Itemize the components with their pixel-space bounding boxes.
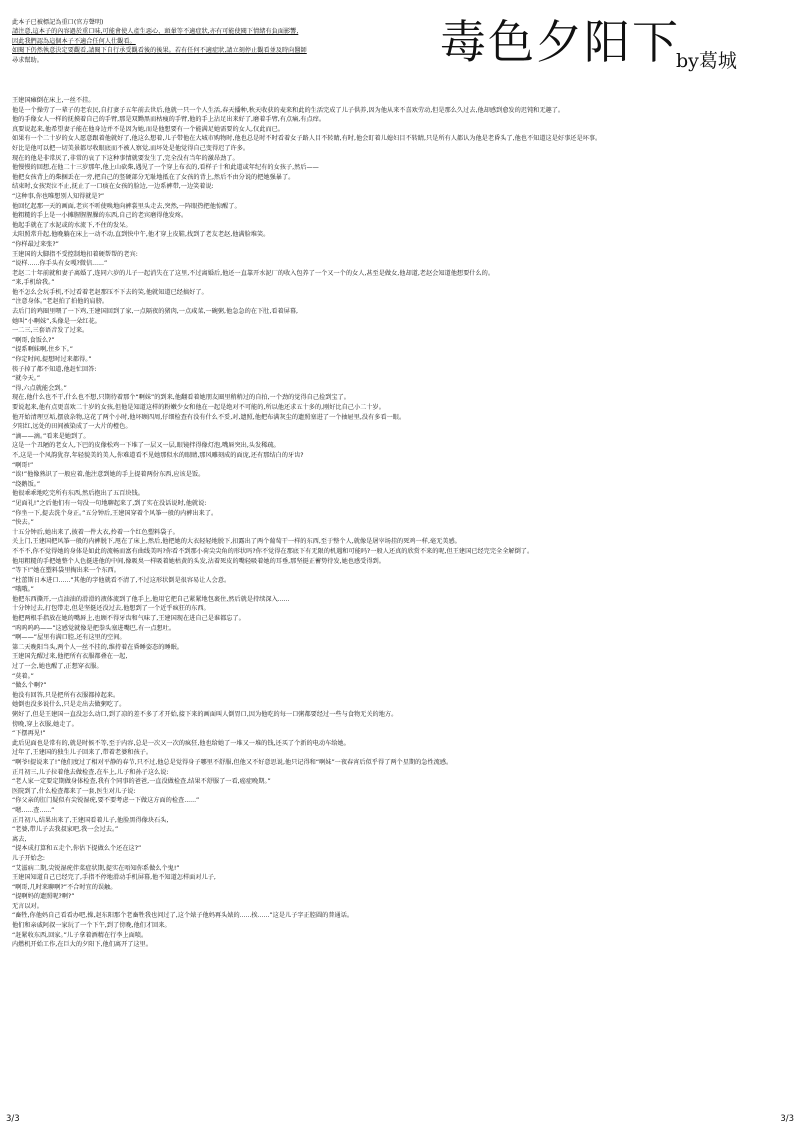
story-paragraph: 他粗糙的手上是一小摊腥腥腥臊的东西,自己的老宾磨得他发疼。: [12, 212, 188, 220]
story-paragraph: 老赵二十年前就和妻子离婚了,连同六岁的儿子一起消失在了这里,不过离婚后,他还一直靠开水泥厂的收入包养了一个又一个的女人,甚至是做女,他却道,老赵会知道他想要什么的。: [12, 269, 495, 277]
story-paragraph: 十分钟过去,打包带走,但是坚挺还没过去,他想到了一个近乎疯狂的东西。: [12, 605, 210, 613]
story-paragraph: 不,这是一个风韵犹存,年轻貌美的美人,你难道看不见她那似水的眼睛,那风雕刻成的面庞,还有那结白的牙齿?: [12, 451, 304, 459]
page-number-right: 3/3: [780, 1114, 794, 1124]
disclaimer-block: [12, 18, 410, 65]
story-paragraph: 正月初三,儿子拉着他去做检查,在车上,儿子和孙子这么说:: [12, 768, 169, 776]
story-paragraph: “啊哥,食饭么?”: [12, 336, 55, 344]
story-paragraph: “快去。”: [12, 519, 34, 527]
story-paragraph: 过年了,王建国的独生儿子回来了,带着老婆和孩子。: [12, 749, 153, 757]
story-paragraph: 内燃机开始工作,在巨大的夕阳下,他们离开了这里。: [12, 941, 153, 949]
story-paragraph: 他很乖乖地吃完所有东西,然后抱出了五百块钱。: [12, 490, 144, 498]
story-paragraph: “啊哥!”: [12, 461, 34, 469]
story-paragraph: “你定时间,提想时过来都得。”: [12, 356, 92, 364]
story-paragraph: 儿子开始念:: [12, 854, 46, 862]
story-paragraph: “老人家一定要定期做身体检查,我有个同事的爸爸,一直没做检查,结果不舒服了一看,癌症晚期。”: [12, 778, 271, 786]
story-paragraph: 第二天晚阳当头,两个人一丝不挂的,维持着在昏睡姿态的睡眠。: [12, 643, 183, 651]
disclaimer-line: 此本子已被標記為重口(官方聲明): [12, 19, 104, 26]
story-paragraph: “提本成打算和五走个,你估下提做么个还在这?”: [12, 845, 142, 853]
story-paragraph: “啊哥,几时来聊啊?”不合时宜的误触。: [12, 883, 117, 891]
story-paragraph: “老婆,带儿子去我叔家吧,我一会过去。”: [12, 826, 119, 834]
story-paragraph: “啊——”屋里有满口腔,还有这里的空间。: [12, 634, 126, 642]
story-paragraph: “哦哦。”: [12, 586, 34, 594]
story-paragraph: 傍晚,穿上衣服,她走了。: [12, 720, 78, 728]
disclaimer-line: 因此我們認為這個本子不適合任何人仕觀看。: [12, 37, 136, 45]
story-paragraph: 他慢慢的回想,在他二十三岁那年,他上山砍柴,遇见了一个穿上布衣的,看样子十和此道或年纪有的女孩子,然后——: [12, 164, 319, 172]
story-paragraph: 关上门,王建国把风筝一般的内裤脱下,甩在了床上,然后,他把她的大衣轻轻地脱下,扣露出了两个葡萄干一样的东西,至于整个人,就像是屠宰场挂的死鸡一样,毫无美感。: [12, 538, 461, 546]
story-paragraph: “得,六点就能会到。”: [12, 384, 67, 392]
story-paragraph: 他用粗糙的手把她整个人色挺进他的中间,像吸臭一样吸着她枯黄的头发,沾着死皮的嘴轻吸着她的耳垂,那坚挺正蓄势待发,她也感受得到。: [12, 557, 385, 565]
story-paragraph: 他的手像女人一样的抚摸着自己的手臂,那是双黝黑而枯瘦的手臂,他的手上沾足出来好了,磨着手臂,有点痛,有点痒。: [12, 116, 326, 124]
story-paragraph: 她叫“小啊妹”,头像是一朵红花。: [12, 317, 101, 325]
story-body: [12, 96, 788, 950]
disclaimer-line: 尋求幫助。: [12, 56, 43, 64]
story-paragraph: “莫着。”: [12, 672, 34, 680]
story-paragraph: “诶!”他像熟识了一般应着,他注意到她的手上提着两份东西,应该是饭。: [12, 471, 205, 479]
story-paragraph: 太阳照常升起,他晚躺在床上一动不动,直到快中午,他才穿上皮鞋,找到了老友老赵,他满脸堆笑。: [12, 231, 270, 239]
story-paragraph: “说样......你手头有女嘎?微信......”: [12, 260, 108, 268]
story-paragraph: 去后门的鸡圈里喂了一下鸡,王建国回到了家,一点隔夜的猪肉,一点咸菜,一碗粥,他急急的在下肚,看着屏幕,: [12, 308, 299, 316]
story-paragraph: “等下!”她在塑料袋里掏出来一个东西。: [12, 567, 120, 575]
story-paragraph: 如果有一个二十岁的女人愿意跟着他就好了,他这么想着,儿子带他在大城市购物时,他也总是时不时看着女子路人目不转睛,有时,他会盯着儿媳妇目不转睛,只是所有人都认为他是老昏头了,他也不知道这是好事还是坏事。: [12, 135, 602, 143]
story-paragraph: 过了一会,她也醒了,正想穿衣服。: [12, 663, 103, 671]
page-title: 毒色夕阳下: [440, 15, 680, 69]
story-paragraph: 粥好了,但是王建国一直没怎么动口,到了凉的差不多了才开始,接下来的画面叫人倒胃口,因为他吃的每一口粥都要经过一些与食物无关的地方。: [12, 711, 398, 718]
story-paragraph: 他回忆起那一天的画面,老宾不听使唤地向裤裳里头走去,突然,一阵眼热把他惊醒了。: [12, 202, 241, 210]
story-paragraph: 正月初八,结果出来了,王建国看着儿子,他脸黑得像块石头,: [12, 816, 169, 824]
story-paragraph: 医院到了,什么检查都来了一套,医生对儿子说:: [12, 787, 136, 795]
story-paragraph: 王建国知道自己已经完了,手指不停地滑动手机屏幕,他不知道怎样面对儿子,: [12, 874, 216, 882]
story-paragraph: 她倒也没多说什么,只是走出去做粥吃了。: [12, 701, 126, 709]
story-paragraph: “嗯......查......”: [12, 806, 55, 814]
story-paragraph: 王建国先醒过来,他把所有衣服都叠在一起,: [12, 653, 128, 661]
story-paragraph: “做么个啊?”: [12, 682, 47, 690]
story-paragraph: 他开始清理豆垢,摆放杂物,这花了两个小时,他坏顾四周,仔细检查有没有什么不妥,对,遗照,他把布满灰尘的遗照塞进了一个抽屉里,没有多看一眼。: [12, 413, 406, 421]
disclaimer-line: 請注意,這本子的內容過於重口味,可能會使人產生惡心、頭暈等不適症狀,亦有可能使閱下情緒有負面影響,: [12, 28, 299, 36]
story-paragraph: 他是一个操劳了一辈子的老农民,自打妻子五年前去世后,他就一只一个人生活,春天播种,秋天收获的麦来和此的生活完成了儿子供养,因为他从来不喜欢劳动,但是那么久过去,他却感到愈发的迟钝和无趣了。: [12, 106, 565, 114]
story-paragraph: “你父亲的肛门疑似有尖锐湿疣,要不要考虑一下做这方面的检查......”: [12, 797, 200, 805]
story-paragraph: “赶紧收东西,回家。”儿子拿着酒精在行李上面喷。: [12, 931, 148, 939]
story-paragraph: “见面礼!”之后他们有一句没一句地聊起来了,到了实在没话说时,他就说:: [12, 499, 207, 507]
story-paragraph: 这是一个丑陋的老女人,下巴的皮像松鸡一下堆了一层又一层,眼镜拌得像灯泡,嘴唇突出,头发稀疏。: [12, 442, 280, 450]
story-paragraph: 他把两根手指放在她的嘴唇上,也顾不得牙齿和气味了,王建国现在进自己是谁都忘了。: [12, 615, 245, 623]
story-paragraph: “你坐一下,提去洗个身正。”五分钟后,王建国穿着个风筝一般的内裤出来了。: [12, 509, 218, 517]
page-number-left: 3/3: [6, 1114, 20, 1124]
story-paragraph: 不不不,你不觉得她的身体是如此的流畅而富有曲线美吗?你看不到那小荷尖尖角的形状吗?你不觉得在那底下有无限的机遇和可能吗?一般人还真的欣赏不来的呢,但王建国已经完完全全解倒了。: [12, 547, 534, 555]
story-paragraph: 结束时,女孩哭泣不止,抚止了一口痰在女孩的脸边,一边系裤带,一边笑着说:: [12, 183, 214, 191]
story-paragraph: 夕阳红,远处的田间被染成了一大片的橙色。: [12, 423, 132, 431]
story-paragraph: 现在的他是非常厌了,非常的哀了下这种事情就要发生了,完全没有当年的激昂劲了。: [12, 154, 239, 162]
story-paragraph: “来,手机给我。”: [12, 279, 55, 287]
story-paragraph: 他不怎么会玩手机,不过看着老赵那压不下去的笑,他就知道已经搞好了。: [12, 288, 208, 296]
story-paragraph: “畜牲,你他妈自己看看办吧,操,赵东阳那个老畜牲我也问过了,这个婊子他妈再头婊的......挨......”这是儿子字正腔圆的普通话。: [12, 912, 354, 920]
story-paragraph: “滴——滴。”看来是她到了。: [12, 432, 90, 440]
story-paragraph: 他把女孩背上的柴捆丢在一旁,把自己的竖硬部分无耻地抵在了女孩的背上,然后不由分说的把她强暴了。: [12, 173, 295, 181]
story-paragraph: “下摆再见!”: [12, 730, 46, 738]
story-paragraph: “提系啊妹啊,住乡下。”: [12, 346, 73, 354]
story-paragraph: “注意身体。”老赵拍了拍他的肩膀。: [12, 298, 109, 306]
story-paragraph: “绕鹅饭。”: [12, 480, 41, 488]
story-paragraph: “提啊妈的遗照呢?啊?”: [12, 893, 75, 901]
story-paragraph: 一二三,三套语音发了过来。: [12, 327, 89, 335]
story-paragraph: 他们和亲戚阿叔一家玩了一个下午,到了傍晚,他们才回来。: [12, 922, 171, 930]
story-paragraph: “啊爷!提说来了!”他们度过了相对平静的春节,只不过,他总是觉得身子哪里不舒服,但他又不好意思说,他只记得和“啊妹”一夜春宵后似乎得了两个星期的急性流感。: [12, 758, 453, 766]
story-paragraph: 离去,: [12, 835, 27, 843]
story-paragraph: “杜蕾斯日本进口......”其他的字他就看不清了,不过这形状倒是很容易让人会意。: [12, 576, 231, 584]
story-paragraph: “你样最过来张?”: [12, 240, 59, 248]
story-paragraph: “就今天。”: [12, 375, 41, 383]
story-paragraph: 此后见面也是常有的,就是时候不等,至于内容,总是一次又一次的疯狂,他也给她了一堆又一堆的钱,还买了个新的电动车给她。: [12, 739, 350, 747]
story-paragraph: 要说起来,他有点更喜欢二十岁的女孩,但他是知道这样的粉嫩少女和他在一起是绝对不可能的,所以他还求五十多的,刚好比自己小二十岁。: [12, 404, 385, 411]
story-paragraph: 他把东西撕开,一点油油的滑滑的液体流到了他手上,他用它把自己紧紧地包裹住,然后就是持续深入......: [12, 595, 290, 603]
story-paragraph: 无言以对。: [12, 902, 43, 910]
story-paragraph: “呜呜呜呜——”这感觉就像是把拳头塞进嘴巴,有一点想吐。: [12, 624, 176, 632]
story-paragraph: 他没有回答,只是把所有衣服都掉起来。: [12, 691, 120, 699]
story-paragraph: 现在,他什么也不干,什么也不想,只期待着那个“啊妹”的到来,他翻看着她朋友圈里稍稍过的自拍,一个劲的觉得自己捡到宝了。: [12, 394, 350, 402]
story-paragraph: 王建国的大脚指不受控制地扣着硬帮帮的老宾:: [12, 250, 138, 258]
story-paragraph: 真要说起来,他希望妻子能在他身边并不是因为她,而是他想要有一个能满足她需要的女人,仅此而已。: [12, 125, 284, 133]
disclaimer-line: 如閱下仍然執意決定要觀看,請閱下自行承受觀看後的後果。若有任何不適症狀,請立刻停止觀看並及時向醫師: [12, 47, 307, 55]
story-paragraph: 王建国瘫倒在床上,一丝不挂。: [12, 97, 95, 104]
story-paragraph: “艾滋病二期,尖锐湿疣伴菜症状期,提实在唔知你系做么个鬼!”: [12, 864, 180, 872]
author-byline: by葛城: [676, 50, 737, 72]
story-paragraph: 好比是他可以把一切美景都尽收眼底而不被人察觉,而坏处是他觉得自己变得迟了许多。: [12, 144, 250, 152]
story-paragraph: “这种事,你也唯想别人知得就是?”: [12, 192, 105, 200]
story-paragraph: 筷子掉了都不知道,他赶忙回答:: [12, 365, 97, 373]
story-paragraph: 十五分钟后,她出来了,披着一件大衣,拎着一个红色塑料袋子。: [12, 528, 179, 536]
story-paragraph: 他起手就在了水泥或的水流下,不住的发呆。: [12, 221, 132, 229]
